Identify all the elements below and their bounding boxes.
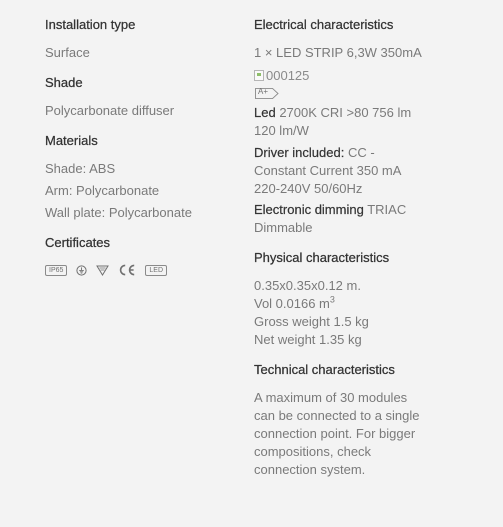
led-efficacy: 120 lm/W <box>254 123 309 138</box>
gross-weight-value: Gross weight 1.5 kg <box>254 314 369 329</box>
driver-label: Driver included: <box>254 145 345 160</box>
dimming-spec <box>254 201 484 219</box>
electrical-title: Electrical characteristics <box>254 17 394 32</box>
technical-line: connection system. <box>254 462 366 477</box>
led-spec <box>254 104 484 122</box>
led-value: 2700K CRI >80 756 lm <box>275 105 412 120</box>
f-mark-triangle-icon <box>96 265 109 276</box>
materials-item: Arm: Polycarbonate <box>45 183 160 198</box>
materials-item: Wall plate: Polycarbonate <box>45 205 192 220</box>
dimming-type: Dimmable <box>254 220 313 235</box>
volume-text: Vol 0.0166 m <box>254 296 330 311</box>
shade-title: Shade <box>45 75 83 90</box>
shade-value: Polycarbonate diffuser <box>45 103 175 118</box>
volume-unit-sup: 3 <box>329 294 335 305</box>
certificates-row <box>45 264 240 276</box>
broken-image-icon <box>254 70 264 81</box>
technical-line: compositions, check <box>254 444 372 459</box>
certificates-title: Certificates <box>45 235 111 250</box>
installation-type-title: Installation type <box>45 17 136 32</box>
driver-spec <box>254 144 484 162</box>
driver-value: CC - <box>344 145 375 160</box>
led-strip-value: 1 × LED STRIP 6,3W 350mA <box>254 45 422 60</box>
materials-item: Shade: ABS <box>45 161 116 176</box>
dimensions-value: 0.35x0.35x0.12 m. <box>254 278 361 293</box>
energy-class-badge <box>254 84 484 100</box>
led-label: Led <box>254 105 276 120</box>
specs-left-column <box>45 16 240 276</box>
class-ii-earth-icon <box>76 265 87 276</box>
materials-list <box>45 160 240 222</box>
ip65-badge-icon: IP65 <box>45 265 67 276</box>
technical-line: A maximum of 30 modules <box>254 390 408 405</box>
volume-value <box>254 295 484 313</box>
ce-mark-icon <box>118 264 136 276</box>
technical-line: connection point. For bigger <box>254 426 416 441</box>
technical-title: Technical characteristics <box>254 362 395 377</box>
net-weight-value: Net weight 1.35 kg <box>254 332 362 347</box>
materials-title: Materials <box>45 133 98 148</box>
energy-class-text: A+ <box>258 87 269 96</box>
driver-current: Constant Current 350 mA <box>254 163 402 178</box>
technical-description <box>254 389 484 479</box>
physical-title: Physical characteristics <box>254 250 390 265</box>
dimming-label: Electronic dimming <box>254 202 364 217</box>
installation-type-value: Surface <box>45 45 90 60</box>
technical-line: can be connected to a single <box>254 408 420 423</box>
dimming-value: TRIAC <box>363 202 407 217</box>
product-image-alt-text: 000125 <box>266 67 310 83</box>
driver-voltage: 220-240V 50/60Hz <box>254 181 363 196</box>
product-image-broken <box>254 66 484 84</box>
specs-right-column <box>254 16 484 479</box>
led-badge-icon: LED <box>145 265 167 276</box>
